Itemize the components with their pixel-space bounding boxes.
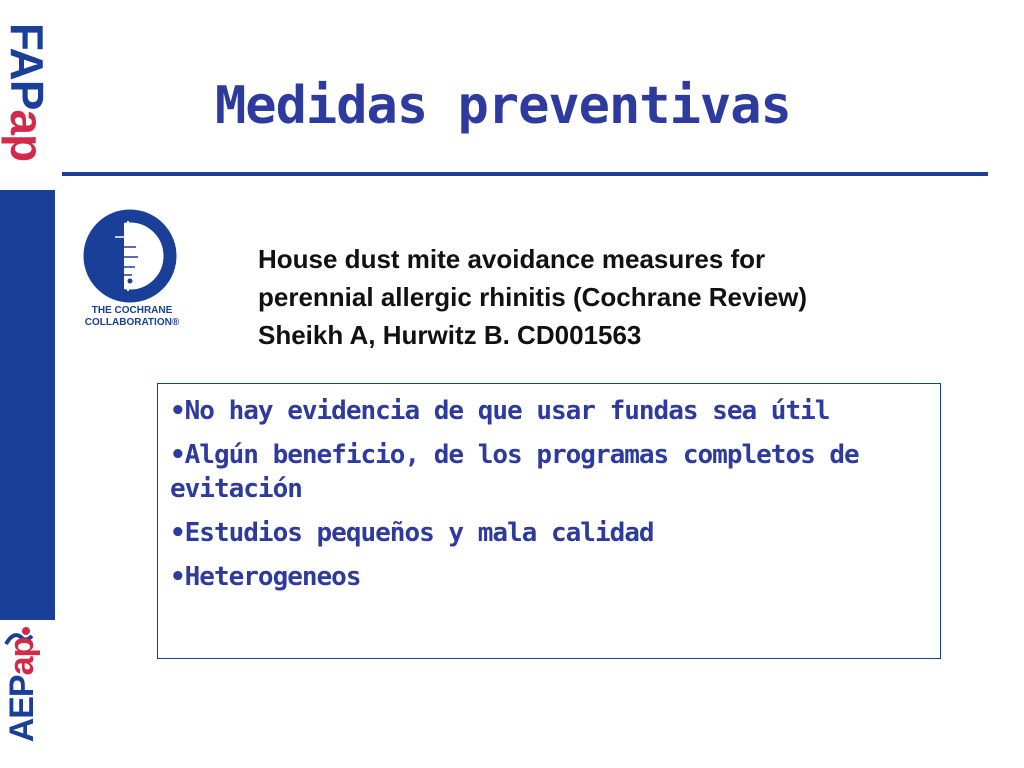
fapap-logo [1, 22, 53, 162]
title-divider [62, 172, 988, 176]
reference-line3: Sheikh A, Hurwitz B. CD001563 [258, 320, 642, 350]
finding-item: •Estudios pequeños y mala calidad [170, 518, 654, 548]
reference-line1: House dust mite avoidance measures for [258, 244, 766, 274]
cochrane-logo [76, 205, 186, 335]
sidebar [0, 0, 55, 768]
finding-item: •Algún beneficio, de los programas completos de evitación [170, 440, 859, 504]
findings-box [157, 383, 941, 659]
cochrane-logo-line1: THE COCHRANE [91, 305, 173, 316]
cochrane-logo-text [76, 305, 188, 329]
fapap-logo-part2: ap [1, 109, 53, 162]
fapap-logo-part1: FAP [1, 22, 53, 110]
aepap-logo-part1: AEP [3, 675, 41, 743]
reference-line2: perennial allergic rhinitis (Cochrane Review) [258, 282, 808, 312]
aepap-logo-part2: ap [3, 637, 41, 676]
aepap-logo [5, 638, 39, 743]
slide-title: Medidas preventivas [215, 76, 791, 136]
sidebar-band [0, 190, 55, 620]
finding-item: •Heterogeneos [170, 562, 361, 592]
review-reference [258, 240, 807, 354]
cochrane-emblem-icon [80, 207, 180, 305]
finding-item: •No hay evidencia de que usar fundas sea útil [170, 396, 830, 426]
cochrane-logo-line2: COLLABORATION® [84, 317, 180, 328]
